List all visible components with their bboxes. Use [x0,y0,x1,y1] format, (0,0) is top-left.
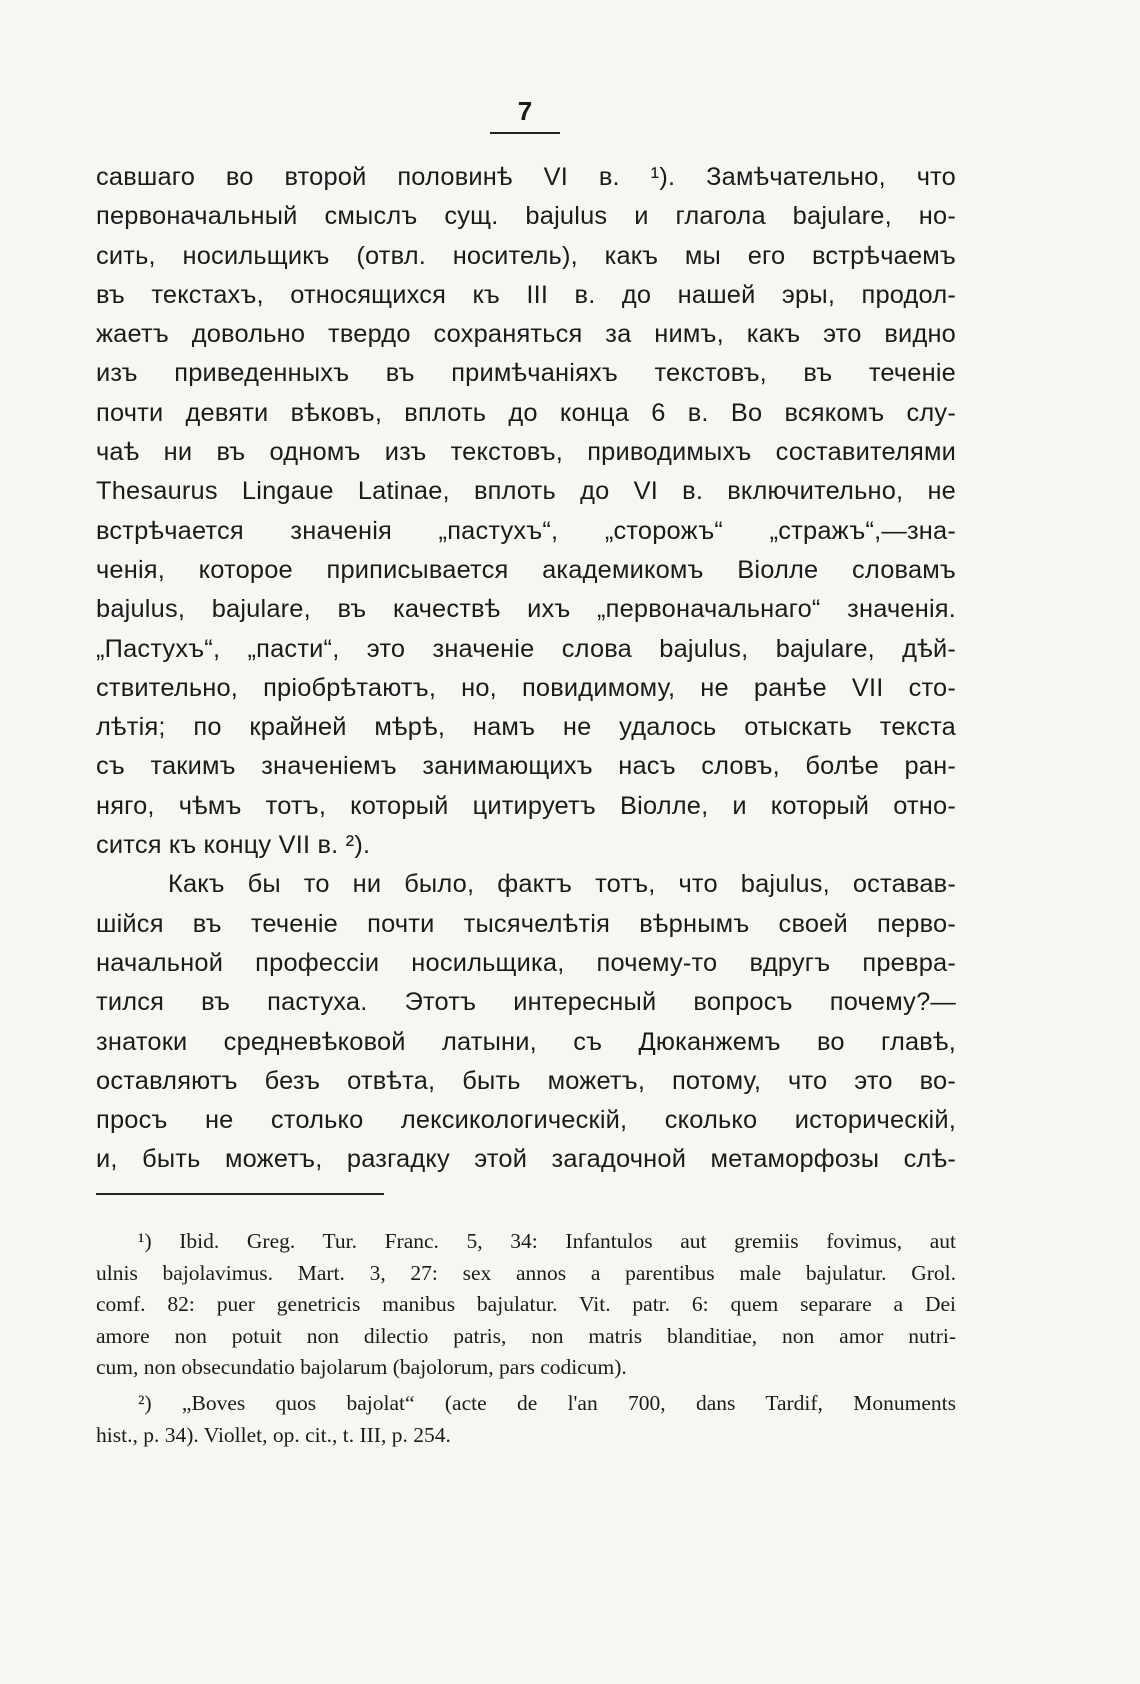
text-line: савшаго во второй половинѣ VI в. ¹). Замѣчательно, что [96,163,956,191]
text-line: изъ приведенныхъ въ примѣчаніяхъ текстовъ, въ теченіе [96,359,956,388]
text-line: и, быть можетъ, разгадку этой загадочной метаморфозы слѣ- [96,1145,956,1174]
footnote-separator [96,1193,384,1195]
text-line: сить, носильщикъ (отвл. носитель), какъ мы его встрѣчаемъ [96,241,956,270]
page-number-rule [490,132,560,134]
text-line: лѣтія; по крайней мѣрѣ, намъ не удалось отыскать текста [96,713,956,742]
footnote-line: hist., p. 34). Viollet, op. cit., t. III, p. 254. [96,1422,451,1447]
text-line: bajulus, bajulare, въ качествѣ ихъ „первоначальнаго“ значенія. [96,595,956,624]
footnote-line: ulnis bajolavimus. Mart. 3, 27: sex annos a parentibus male bajulatur. Grol. [96,1260,956,1285]
text-line: Thesaurus Lingaue Latinae, вплоть до VI в. включительно, не [96,477,956,506]
text-line: начальной профессіи носильщика, почему-то вдругъ превра- [96,948,956,977]
text-line: шійся въ теченіе почти тысячелѣтія вѣрнымъ своей перво- [96,909,956,938]
footnote-line: ¹) Ibid. Greg. Tur. Franc. 5, 34: Infantulos aut gremiis fovimus, aut [138,1229,956,1253]
page-number: 7 [517,96,533,126]
text-line: тился въ пастуха. Этотъ интересный вопросъ почему?— [96,988,956,1017]
text-line: встрѣчается значенія „пастухъ“, „сторожъ“ „стражъ“,—зна- [96,516,956,545]
footnote-line: comf. 82: puer genetricis manibus bajulatur. Vit. patr. 6: quem separare a Dei [96,1292,956,1317]
footnote-line: amore non potuit non dilectio patris, non matris blanditiae, non amor nutri- [96,1323,956,1348]
text-line: няго, чѣмъ тотъ, который цитируетъ Віолле, и который отно- [96,791,956,820]
text-line: Какъ бы то ни было, фактъ тотъ, что bajulus, оставав- [168,870,956,899]
text-line: просъ не столько лексикологическій, сколько историческій, [96,1106,956,1135]
text-line: ствительно, пріобрѣтаютъ, но, повидимому, не ранѣе VII сто- [96,673,956,702]
text-line: съ такимъ значеніемъ занимающихъ насъ словъ, болѣе ран- [96,752,956,781]
text-line: знатоки средневѣковой латыни, съ Дюканжемъ во главѣ, [96,1027,956,1056]
text-line: чаѣ ни въ одномъ изъ текстовъ, приводимыхъ составителями [96,438,956,467]
text-line: въ текстахъ, относящихся къ III в. до нашей эры, продол- [96,280,956,309]
text-line: жаетъ довольно твердо сохраняться за нимъ, какъ это видно [96,320,956,349]
body-text [96,158,956,1180]
text-line: оставляютъ безъ отвѣта, быть можетъ, потому, что это во- [96,1066,956,1095]
footnote-line: ²) „Boves quos bajolat“ (acte de l'an 700, dans Tardif, Monuments [138,1390,956,1415]
text-line: „Пастухъ“, „пасти“, это значеніе слова bajulus, bajulare, дѣй- [96,634,956,663]
footnotes [96,1226,956,1451]
text-line: ченія, которое приписывается академикомъ Віолле словамъ [96,555,956,584]
text-line: первоначальный смыслъ сущ. bajulus и глагола bajulare, но- [96,202,956,231]
text-line: сится къ концу VII в. ²). [96,831,371,860]
footnote-line: cum, non obsecundatio bajolarum (bajolorum, pars codicum). [96,1355,627,1380]
text-line: почти девяти вѣковъ, вплоть до конца 6 в. Во всякомъ слу- [96,398,956,427]
